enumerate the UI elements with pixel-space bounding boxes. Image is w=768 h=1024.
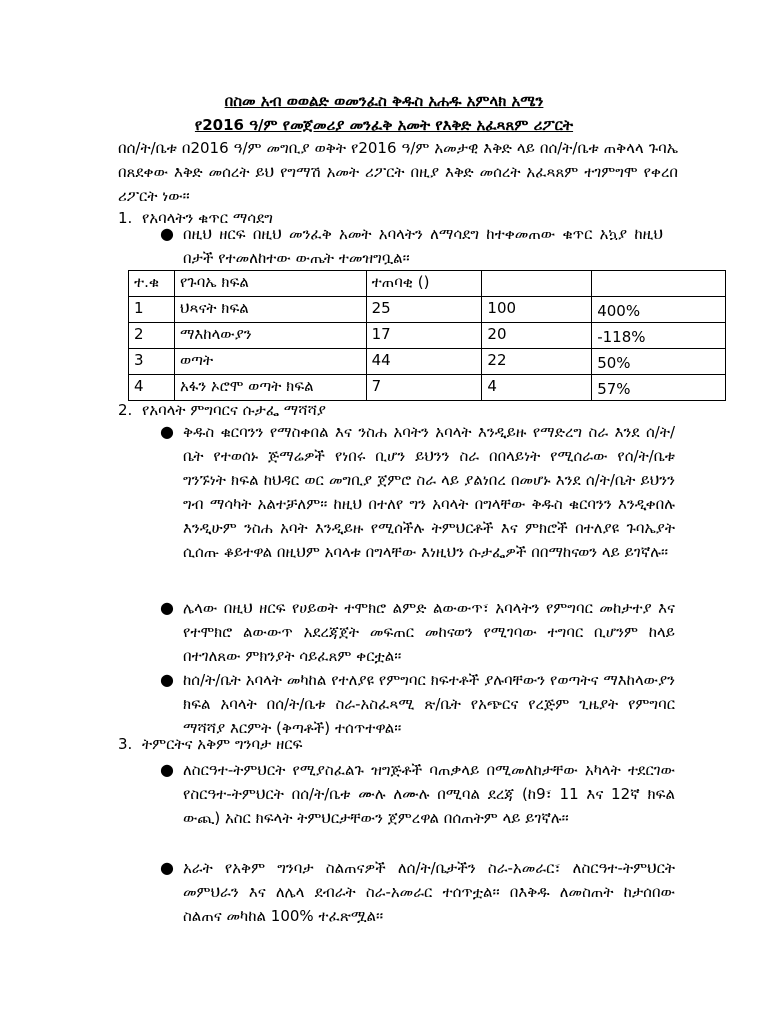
bullet-icon: ●	[160, 858, 174, 877]
table-header-cell: የጉባኤ ክፍል	[174, 271, 366, 297]
table-cell: 57%	[592, 375, 726, 401]
table-cell: 2	[129, 323, 175, 349]
table-row	[129, 323, 726, 349]
table-cell: 17	[366, 323, 482, 349]
table-header-row	[129, 271, 726, 297]
table-header-cell: ተጠባቂ ()	[366, 271, 482, 297]
table-cell: 400%	[592, 297, 726, 323]
table-header-cell	[482, 271, 592, 297]
table-cell: -118%	[592, 323, 726, 349]
bullet-icon: ●	[160, 224, 174, 243]
list-item-text: ሌላው በዚህ ዘርፍ የሀይወት ተሞክሮ ልምድ ልውውጥ፣ አባላትን የምግባር መከታተያ እና የተሞክሮ ልውውጥ አደረጃጀት መፍጠር መከናወን የሚገባው ተግባር ቢሆንም ከላይ በተገለጸው ምክንያት ሳይፈጸም ቀርቷል፡፡	[183, 599, 675, 665]
report-title: የ2016 ዓ/ም የመጀመሪያ መንፈቅ አመት የእቅድ አፈጻጸም ሪፖርት	[194, 116, 574, 134]
table-cell: 3	[129, 349, 175, 375]
table-header-cell	[592, 271, 726, 297]
section-heading-text: የአባላትን ቁጥር ማሳደግ	[142, 209, 273, 227]
section-heading-text: ትምርትና አቅም ግንባታ ዘርፍ	[142, 735, 303, 753]
table-row	[129, 375, 726, 401]
table-cell: ወጣት	[174, 349, 366, 375]
table-cell: 44	[366, 349, 482, 375]
list-item-text: ቅዱስ ቁርባንን የማስቀበል እና ንስሐ አባትን አባላት እንዲይዙ የማድረግ ስራ እንደ ሰ/ት/ቤት የተወሰኑ ጅማሬዎች የነበሩ ቢሆን ይህንን ስራ በበላይነት የሚሰራው የሰ/ት/ቤቱ ግንኙነት ክፍል ከህዳር ወር መግቢያ ጀምሮ ስራ ላይ ያልነበረ በመሆኑ እንደ ሰ/ት/ቤት ይህንን ግብ ማሳካት አልተቻለም፡፡ ከዚህ በተለየ ግን አባላት በግላቸው ቅዱስ ቁርባንን እንዲቀበሉ እንዲሁም ንስሐ አባት እንዲይዙ የሚሰችሉ ትምህርቶች እና ምክሮች በተለያዩ ጉባኤያት ሲሰጡ ቆይተዋል በዚህም አባላቱ በግላቸው እነዚህን ሱታፌዎች በበማከናወን ላይ ይገኛሉ፡፡	[183, 423, 675, 561]
table-cell: አፋን ኦሮሞ ወጣት ክፍል	[174, 375, 366, 401]
table-cell: 7	[366, 375, 482, 401]
table-cell: 22	[482, 349, 592, 375]
table-cell: 20	[482, 323, 592, 349]
table-cell: 1	[129, 297, 175, 323]
document-title: በስመ አብ ወወልድ ወመንፈስ ቅዱስ አሐዱ አምላክ አሜን	[224, 92, 544, 110]
bullet-icon: ●	[160, 670, 174, 689]
section-number: 3.	[118, 735, 133, 753]
intro-paragraph: በሰ/ት/ቤቱ በ2016 ዓ/ም መግቢያ ወቅት የ2016 ዓ/ም አመታዊ እቅድ ላይ በሰ/ት/ቤቱ ጠቅላላ ጉባኤ በጸደቀው እቅድ መሰረት ይህ የግማሽ አመት ሪፖርት በዚያ እቅድ መሰረት አፈጻጸም ተገምግሞ የቀረበ ሪፖርት ነው፡፡	[118, 139, 678, 205]
bullet-icon: ●	[160, 422, 174, 441]
table-cell: ማእከላውያን	[174, 323, 366, 349]
list-item	[160, 222, 663, 270]
list-item-text: በዚህ ዘርፍ በዚህ መንፈቅ አመት አባላትን ለማሳደግ ከተቀመጠው ቁጥር አኳያ ከዚህ በታች የተመለከተው ውጤት ተመዝግቧል፡፡	[183, 225, 663, 267]
section-heading	[118, 398, 326, 422]
bullet-icon: ●	[160, 760, 174, 779]
list-item	[160, 596, 675, 668]
bullet-icon: ●	[160, 598, 174, 617]
table-cell: 100	[482, 297, 592, 323]
table-cell: 50%	[592, 349, 726, 375]
list-item	[160, 856, 675, 928]
section-heading-text: የአባላት ምግባርና ሱታፌ ማሻሻያ	[142, 401, 326, 419]
list-item	[160, 668, 675, 740]
list-item-text: አራት የአቅም ግንባታ ስልጠናዎች ለሰ/ት/ቤታችን ስራ-አመራር፣ ለስርዓተ-ትምህርት መምህራን እና ለሌላ ደብራት ስራ-አመራር ተሰጥቷል፡፡ በእቅዱ ለመስጠት ከታሰበው ስልጠና መካከል 100% ተፈጽሟል፡፡	[183, 859, 675, 925]
table-row	[129, 349, 726, 375]
list-item-text: ከሰ/ት/ቤት አባላት መካከል የተለያዩ የምግባር ክፍተቶች ያሉባቸውን የወጣትና ማእከላውያን ክፍል አባላት በሰ/ት/ቤቱ ስራ-አስፈጻሚ ጽ/ቤት የአጭርና የረጅም ጊዜያት የምግባር ማሻሻያ እርምት (ቅጣቶች) ተሰጥተዋል፡፡	[183, 671, 675, 737]
list-item-text: ለስርዓተ-ትምህርት የሚያስፈልጉ ዝግጅቶች ባጠቃላይ በሚመለከታቸው አካላት ተደርገው የስርዓተ-ትምህርት በሰ/ት/ቤቱ ሙሉ ለሙሉ በሚባል ደረጃ (ከ9፣ 11 እና 12ኛ ክፍል ውጪ) አስር ክፍላት ትምህርታቸውን ጀምረዋል በሰጠትም ላይ ይገኛሉ፡፡	[183, 761, 675, 827]
section-number: 1.	[118, 209, 133, 227]
table-header-cell: ተ.ቁ	[129, 271, 175, 297]
table-cell: 25	[366, 297, 482, 323]
table-cell: 4	[482, 375, 592, 401]
section-heading	[118, 732, 302, 756]
table-row	[129, 297, 726, 323]
table-cell: ህጻናት ክፍል	[174, 297, 366, 323]
table-cell: 4	[129, 375, 175, 401]
list-item	[160, 758, 675, 830]
section-number: 2.	[118, 401, 133, 419]
membership-table	[128, 270, 726, 401]
list-item	[160, 420, 675, 564]
